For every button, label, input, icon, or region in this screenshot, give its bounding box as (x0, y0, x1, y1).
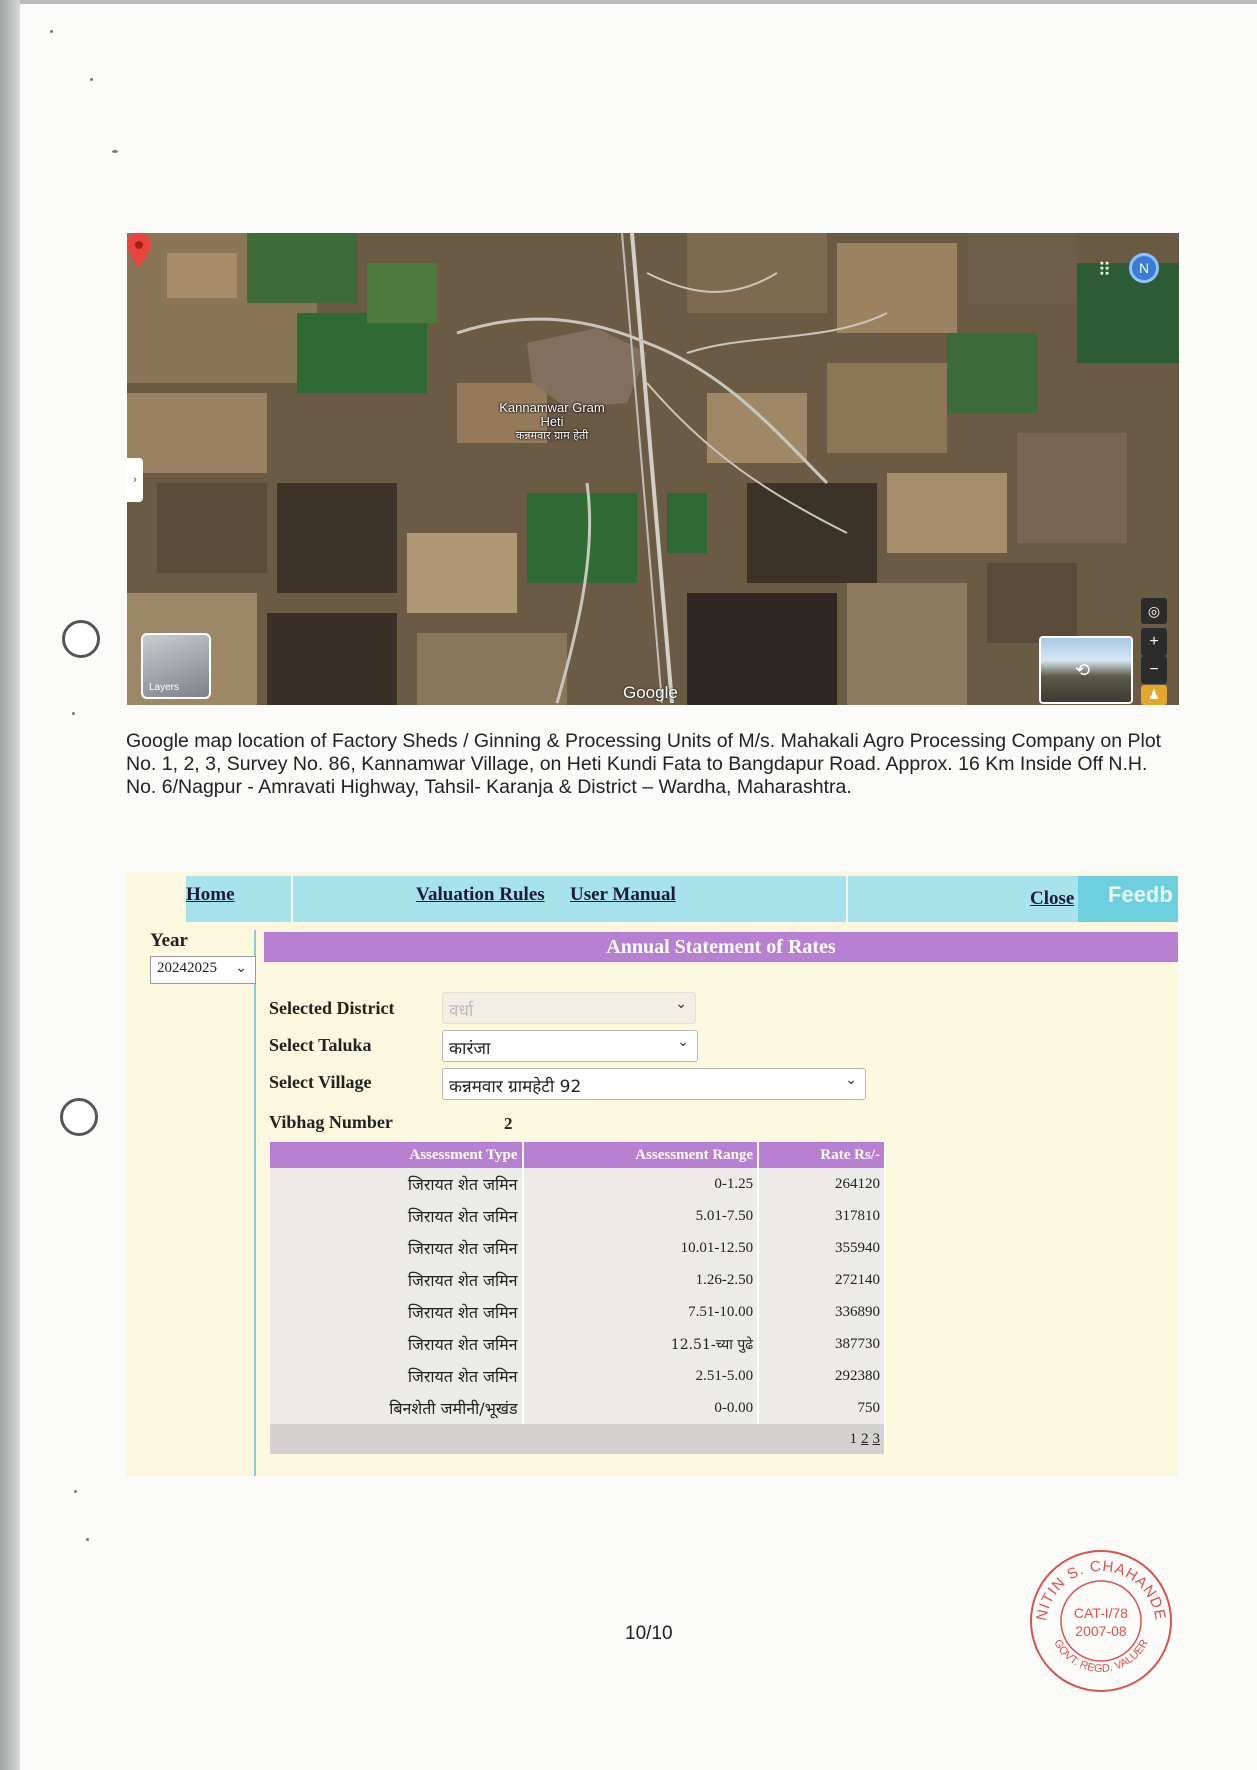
stamp-bottom-text: GOVT. REGD. VALUER (1051, 1637, 1151, 1676)
nav-home-link[interactable]: Home (186, 884, 235, 905)
year-label: Year (150, 930, 188, 951)
cell-rate: 272140 (758, 1264, 885, 1296)
cell-assessment-type: जिरायत शेत जमिन (270, 1232, 523, 1264)
table-row (270, 1168, 885, 1200)
page-title: Annual Statement of Rates (264, 932, 1178, 962)
year-value: 20242025 (157, 960, 217, 976)
table-row (270, 1264, 885, 1296)
table-row (270, 1232, 885, 1264)
vibhag-value: 2 (504, 1114, 513, 1133)
cell-assessment-range: 5.01-7.50 (523, 1200, 759, 1232)
cell-assessment-range: 1.26-2.50 (523, 1264, 759, 1296)
village-value: कन्नमवार ग्रामहेटी 92 (449, 1077, 582, 1097)
my-location-icon[interactable]: ◎ (1141, 598, 1167, 624)
cell-rate: 387730 (758, 1328, 885, 1360)
cell-assessment-range: 0-0.00 (523, 1392, 759, 1424)
cell-assessment-type: जिरायत शेत जमिन (270, 1360, 523, 1392)
satellite-map[interactable] (127, 233, 1179, 705)
street-view-thumbnail[interactable] (1039, 636, 1133, 704)
taluka-label: Select Taluka (269, 1035, 372, 1055)
rates-screenshot (126, 872, 1178, 1476)
apps-grid-icon[interactable]: ⠿ (1097, 260, 1111, 280)
village-label: Select Village (269, 1072, 372, 1092)
chevron-down-icon: ⌄ (677, 1034, 689, 1050)
year-select[interactable] (150, 956, 256, 984)
cell-assessment-range: 0-1.25 (523, 1168, 759, 1200)
col-header-assessment-type: Assessment Type (270, 1142, 523, 1168)
cell-assessment-type: जिरायत शेत जमिन (270, 1200, 523, 1232)
scan-speck (112, 150, 118, 153)
year-column (150, 930, 256, 1476)
zoom-in-button[interactable]: + (1141, 628, 1167, 656)
table-header-row (270, 1142, 885, 1168)
cell-assessment-type: जिरायत शेत जमिन (270, 1328, 523, 1360)
scan-speck (72, 712, 75, 715)
map-place-label-en: Kannamwar Gram Heti (499, 400, 605, 429)
table-row (270, 1360, 885, 1392)
layers-label: Layers (149, 682, 180, 693)
scan-edge (0, 0, 20, 1770)
district-label: Selected District (269, 998, 395, 1018)
scan-speck (86, 1538, 89, 1541)
chevron-down-icon: ⌄ (675, 996, 687, 1012)
cell-rate: 336890 (758, 1296, 885, 1328)
punch-hole (60, 1098, 98, 1136)
valuer-stamp (1028, 1548, 1174, 1694)
nav-valuation-rules-link[interactable]: Valuation Rules (416, 884, 545, 905)
page-3-link[interactable]: 3 (872, 1430, 880, 1447)
village-select[interactable] (442, 1068, 866, 1100)
table-row (270, 1296, 885, 1328)
rates-table (270, 1142, 886, 1454)
layers-button[interactable] (141, 633, 211, 699)
scan-speck (74, 1490, 77, 1493)
cell-assessment-range: 10.01-12.50 (523, 1232, 759, 1264)
chevron-down-icon: ⌄ (235, 961, 247, 976)
location-pin-icon[interactable] (127, 233, 151, 267)
page-2-link[interactable]: 2 (861, 1430, 869, 1447)
expand-panel-tab[interactable]: › (127, 458, 143, 502)
stamp-name: NITIN S. CHAHANDE (1033, 1557, 1169, 1622)
cell-assessment-range: 7.51-10.00 (523, 1296, 759, 1328)
map-place-label[interactable] (497, 401, 607, 443)
cell-rate: 750 (758, 1392, 885, 1424)
google-logo: Google (623, 683, 678, 702)
stamp-line-2: 2007-08 (1075, 1623, 1127, 1639)
cell-assessment-type: जिरायत शेत जमिन (270, 1296, 523, 1328)
account-avatar[interactable]: N (1129, 253, 1159, 283)
taluka-select[interactable] (442, 1030, 698, 1062)
table-row (270, 1392, 885, 1424)
nav-close-link[interactable]: Close (1030, 888, 1075, 909)
top-navbar (186, 876, 1178, 922)
punch-hole (62, 620, 100, 658)
cell-assessment-type: जिरायत शेत जमिन (270, 1264, 523, 1296)
rotate-icon: ⟲ (1075, 660, 1091, 680)
cell-assessment-range: 12.51-च्या पुढे (523, 1328, 759, 1360)
col-header-rate: Rate Rs/- (758, 1142, 885, 1168)
cell-assessment-type: जिरायत शेत जमिन (270, 1168, 523, 1200)
map-caption: Google map location of Factory Sheds / Ginning & Processing Units of M/s. Mahakali Agro Processing Company on Plot No. 1, 2, 3, Survey No. 86, Kannamwar Village, on Heti Kundi Fata to Bangdapur Road. Approx. 16 Km Inside Off N.H. No. 6/Nagpur - Amravati Highway, Tahsil- Karanja & District – Wardha, Maharashtra. (126, 730, 1162, 798)
stamp-line-1: CAT-I/78 (1073, 1605, 1129, 1621)
map-place-label-mr: कन्नमवार ग्राम हेती (515, 429, 589, 442)
nav-feedback-link[interactable]: Feedb (1078, 876, 1178, 922)
cell-rate: 317810 (758, 1200, 885, 1232)
nav-user-manual-link[interactable]: User Manual (570, 884, 676, 905)
svg-text:GOVT. REGD. VALUER (1051, 1638, 1151, 1675)
cell-assessment-type: बिनशेती जमीनी/भूखंड (270, 1392, 523, 1424)
col-header-assessment-range: Assessment Range (523, 1142, 759, 1168)
district-select (442, 992, 696, 1024)
zoom-out-button[interactable]: − (1141, 656, 1167, 684)
cell-assessment-range: 2.51-5.00 (523, 1360, 759, 1392)
nav-divider (846, 876, 848, 922)
map-terrain (127, 233, 1179, 705)
cell-rate: 292380 (758, 1360, 885, 1392)
pagination (270, 1424, 885, 1454)
pegman-icon[interactable]: ♟ (1141, 685, 1167, 705)
vibhag-label: Vibhag Number (269, 1112, 393, 1132)
table-row (270, 1328, 885, 1360)
page-1-current: 1 (849, 1430, 857, 1447)
cell-rate: 264120 (758, 1168, 885, 1200)
chevron-down-icon: ⌄ (845, 1072, 857, 1088)
nav-divider (291, 876, 293, 922)
scan-speck (50, 30, 53, 33)
table-row (270, 1200, 885, 1232)
scan-speck (90, 78, 93, 81)
district-value: वर्धा (449, 1001, 474, 1021)
page-number: 10/10 (625, 1623, 673, 1644)
pagination-row (270, 1424, 885, 1454)
cell-rate: 355940 (758, 1232, 885, 1264)
taluka-value: कारंजा (449, 1039, 491, 1059)
